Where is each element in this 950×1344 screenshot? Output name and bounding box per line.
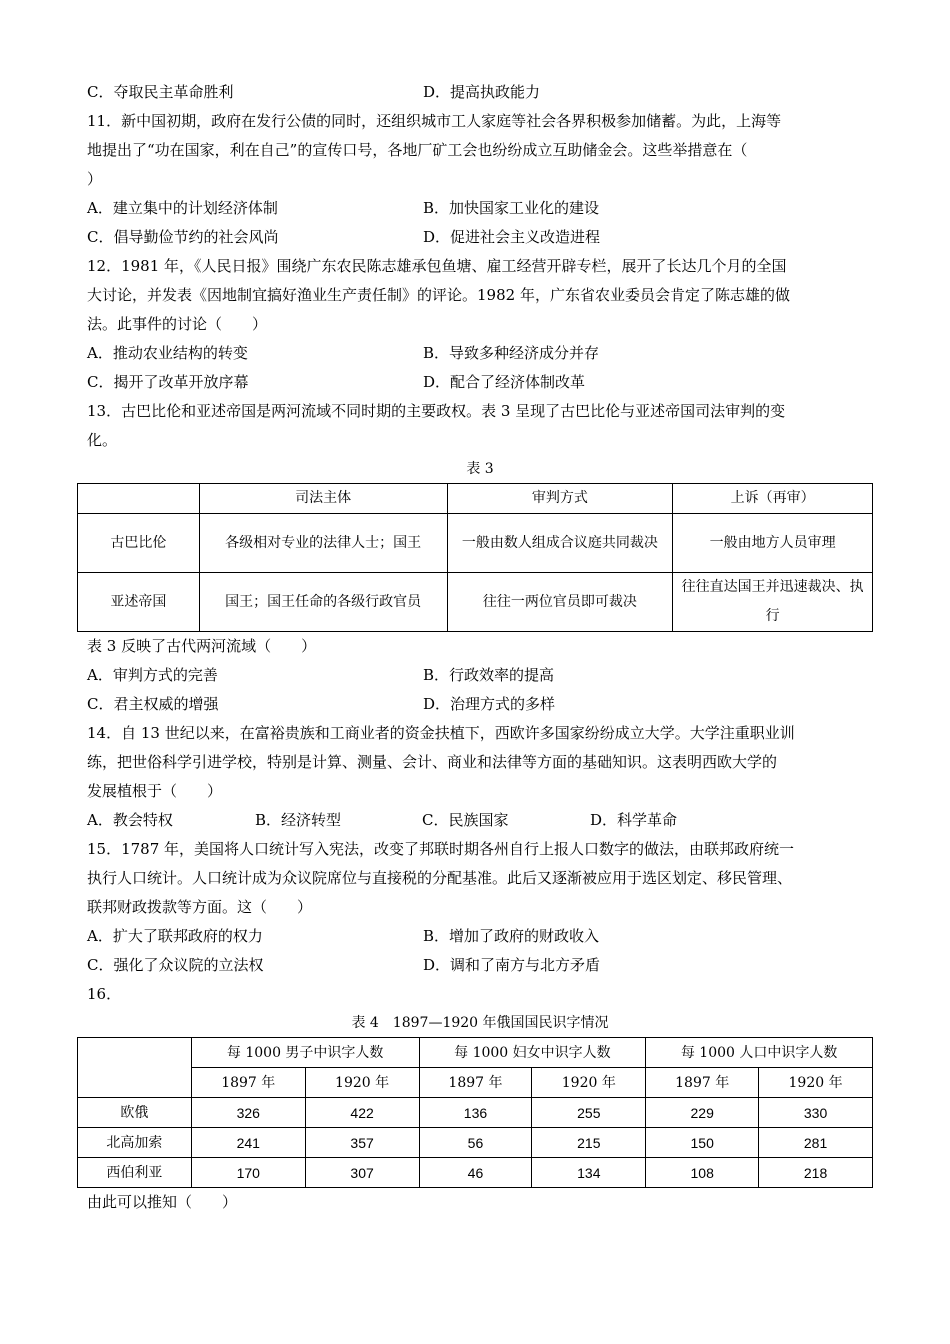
q12-stem-line: 法。此事件的讨论（ ） [87, 315, 268, 333]
table-cell: 330 [759, 1098, 873, 1128]
q16-number: 16． [87, 985, 122, 1003]
table-year-row [78, 1068, 873, 1098]
q15-stem-line: 联邦财政拨款等方面。这（ ） [87, 898, 313, 916]
q11-option-c[interactable]: C．倡导勤俭节约的社会风尚 [87, 228, 279, 246]
q13-option-a[interactable]: A．审判方式的完善 [87, 666, 218, 684]
q14-stem-line: 练，把世俗科学引进学校，特别是计算、测量、会计、商业和法律等方面的基础知识。这表明西欧大学的 [87, 753, 778, 771]
table-3-caption: 表 3 [466, 461, 494, 477]
table-cell: 215 [532, 1128, 646, 1158]
table-header-cell: 审判方式 [447, 484, 673, 514]
table-cell: 255 [532, 1098, 646, 1128]
q13-options-row [87, 661, 873, 690]
table-year-header: 1897 年 [191, 1068, 305, 1098]
table-region-cell: 西伯利亚 [78, 1158, 192, 1188]
table-year-header: 1920 年 [305, 1068, 419, 1098]
table-year-header: 1920 年 [532, 1068, 646, 1098]
q12-stem-line: 12．1981 年，《人民日报》围绕广东农民陈志雄承包鱼塘、雇工经营开辟专栏，展开了长达几个月的全国 [87, 257, 787, 275]
q12-stem-line: 大讨论，并发表《因地制宜搞好渔业生产责任制》的评论。1982 年，广东省农业委员会肯定了陈志雄的做 [87, 286, 790, 304]
q13-stem-line: 13．古巴比伦和亚述帝国是两河流域不同时期的主要政权。表 3 呈现了古巴比伦与亚述帝国司法审判的变 [87, 402, 786, 420]
table-cell: 281 [759, 1128, 873, 1158]
q11-stem-line: ） [87, 170, 103, 188]
q11-option-a[interactable]: A．建立集中的计划经济体制 [87, 199, 278, 217]
table-cell: 一般由地方人员审理 [673, 514, 873, 573]
q13-option-d[interactable]: D．治理方式的多样 [423, 695, 556, 713]
q15-stem-line: 15．1787 年，美国将人口统计写入宪法，改变了邦联时期各州自行上报人口数字的做法，由联邦政府统一 [87, 840, 795, 858]
table-cell: 422 [305, 1098, 419, 1128]
q15-option-c[interactable]: C．强化了众议院的立法权 [87, 956, 264, 974]
q11-stem-line: 地提出了“功在国家，利在自己”的宣传口号，各地厂矿工会也纷纷成立互助储金会。这些举措意在（ [87, 141, 748, 159]
table-corner-cell [78, 1038, 192, 1098]
q14-stem-line: 14．自 13 世纪以来，在富裕贵族和工商业者的资金扶植下，西欧许多国家纷纷成立大学。大学注重职业训 [87, 724, 795, 742]
table-cell: 218 [759, 1158, 873, 1188]
q14-option-b[interactable]: B．经济转型 [255, 811, 342, 829]
q10-option-d[interactable]: D．提高执政能力 [423, 83, 541, 101]
table-row [78, 1098, 873, 1128]
q12-option-c[interactable]: C．揭开了改革开放序幕 [87, 373, 249, 391]
q15-option-b[interactable]: B．增加了政府的财政收入 [423, 927, 600, 945]
table-4 [77, 1037, 873, 1188]
table-cell: 往往直达国王并迅速裁决、执行 [673, 573, 873, 632]
table-year-header: 1897 年 [419, 1068, 532, 1098]
table-cell: 307 [305, 1158, 419, 1188]
table-cell: 241 [191, 1128, 305, 1158]
question-15 [87, 835, 873, 980]
q16-stem-after: 由此可以推知（ ） [87, 1193, 238, 1211]
table-row [78, 1128, 873, 1158]
q15-options-row [87, 951, 873, 980]
table-4-caption: 表 4 1897—1920 年俄国国民识字情况 [351, 1015, 609, 1031]
q14-option-d[interactable]: D．科学革命 [590, 811, 678, 829]
question-13 [87, 397, 873, 719]
q15-options-row [87, 922, 873, 951]
q12-options-row [87, 368, 873, 397]
q13-stem-after: 表 3 反映了古代两河流域（ ） [87, 637, 317, 655]
table-cell: 亚述帝国 [78, 573, 200, 632]
q14-stem-line: 发展植根于（ ） [87, 782, 223, 800]
table-region-cell: 欧俄 [78, 1098, 192, 1128]
q14-options-row [87, 806, 873, 835]
q11-options-row [87, 223, 873, 252]
question-16 [87, 980, 873, 1217]
table-header-cell: 上诉（再审） [673, 484, 873, 514]
table-header-cell: 司法主体 [199, 484, 447, 514]
table-cell: 326 [191, 1098, 305, 1128]
q10-options [87, 78, 873, 107]
question-11 [87, 107, 873, 252]
table-group-header: 每 1000 男子中识字人数 [191, 1038, 419, 1068]
table-header-cell [78, 484, 200, 514]
table-row [78, 1158, 873, 1188]
table-cell: 46 [419, 1158, 532, 1188]
q13-options-row [87, 690, 873, 719]
q14-option-c[interactable]: C．民族国家 [422, 811, 509, 829]
q11-options-row [87, 194, 873, 223]
q10-option-c[interactable]: C．夺取民主革命胜利 [87, 83, 234, 101]
q15-stem-line: 执行人口统计。人口统计成为众议院席位与直接税的分配基准。此后又逐渐被应用于选区划定、移民管理、 [87, 869, 793, 887]
exam-page [87, 78, 873, 1217]
table-cell: 170 [191, 1158, 305, 1188]
table-cell: 229 [646, 1098, 759, 1128]
table-cell: 56 [419, 1128, 532, 1158]
table-cell: 往往一两位官员即可裁决 [447, 573, 673, 632]
table-group-header: 每 1000 人口中识字人数 [646, 1038, 873, 1068]
table-cell: 134 [532, 1158, 646, 1188]
table-year-header: 1897 年 [646, 1068, 759, 1098]
q11-stem-line: 11．新中国初期，政府在发行公债的同时，还组织城市工人家庭等社会各界积极参加储蓄。为此，上海等 [87, 112, 782, 130]
q15-option-d[interactable]: D．调和了南方与北方矛盾 [423, 956, 601, 974]
table-group-header: 每 1000 妇女中识字人数 [419, 1038, 646, 1068]
q13-option-c[interactable]: C．君主权威的增强 [87, 695, 219, 713]
q13-option-b[interactable]: B．行政效率的提高 [423, 666, 555, 684]
table-cell: 国王；国王任命的各级行政官员 [199, 573, 447, 632]
q11-option-b[interactable]: B．加快国家工业化的建设 [423, 199, 600, 217]
table-row [78, 573, 873, 632]
q15-option-a[interactable]: A．扩大了联邦政府的权力 [87, 927, 263, 945]
table-header-row [78, 484, 873, 514]
table-cell: 357 [305, 1128, 419, 1158]
q14-option-a[interactable]: A．教会特权 [87, 811, 173, 829]
q12-option-d[interactable]: D．配合了经济体制改革 [423, 373, 586, 391]
question-12 [87, 252, 873, 397]
table-year-header: 1920 年 [759, 1068, 873, 1098]
question-14 [87, 719, 873, 835]
q12-option-b[interactable]: B．导致多种经济成分并存 [423, 344, 600, 362]
q13-stem-line: 化。 [87, 431, 118, 449]
table-cell: 136 [419, 1098, 532, 1128]
table-row [78, 514, 873, 573]
table-cell: 150 [646, 1128, 759, 1158]
table-cell: 一般由数人组成合议庭共同裁决 [447, 514, 673, 573]
table-header-row [78, 1038, 873, 1068]
table-cell: 108 [646, 1158, 759, 1188]
table-cell: 古巴比伦 [78, 514, 200, 573]
table-region-cell: 北高加索 [78, 1128, 192, 1158]
q11-option-d[interactable]: D．促进社会主义改造进程 [423, 228, 601, 246]
table-3 [77, 483, 873, 632]
table-cell: 各级相对专业的法律人士；国王 [199, 514, 447, 573]
q12-option-a[interactable]: A．推动农业结构的转变 [87, 344, 248, 362]
q12-options-row [87, 339, 873, 368]
